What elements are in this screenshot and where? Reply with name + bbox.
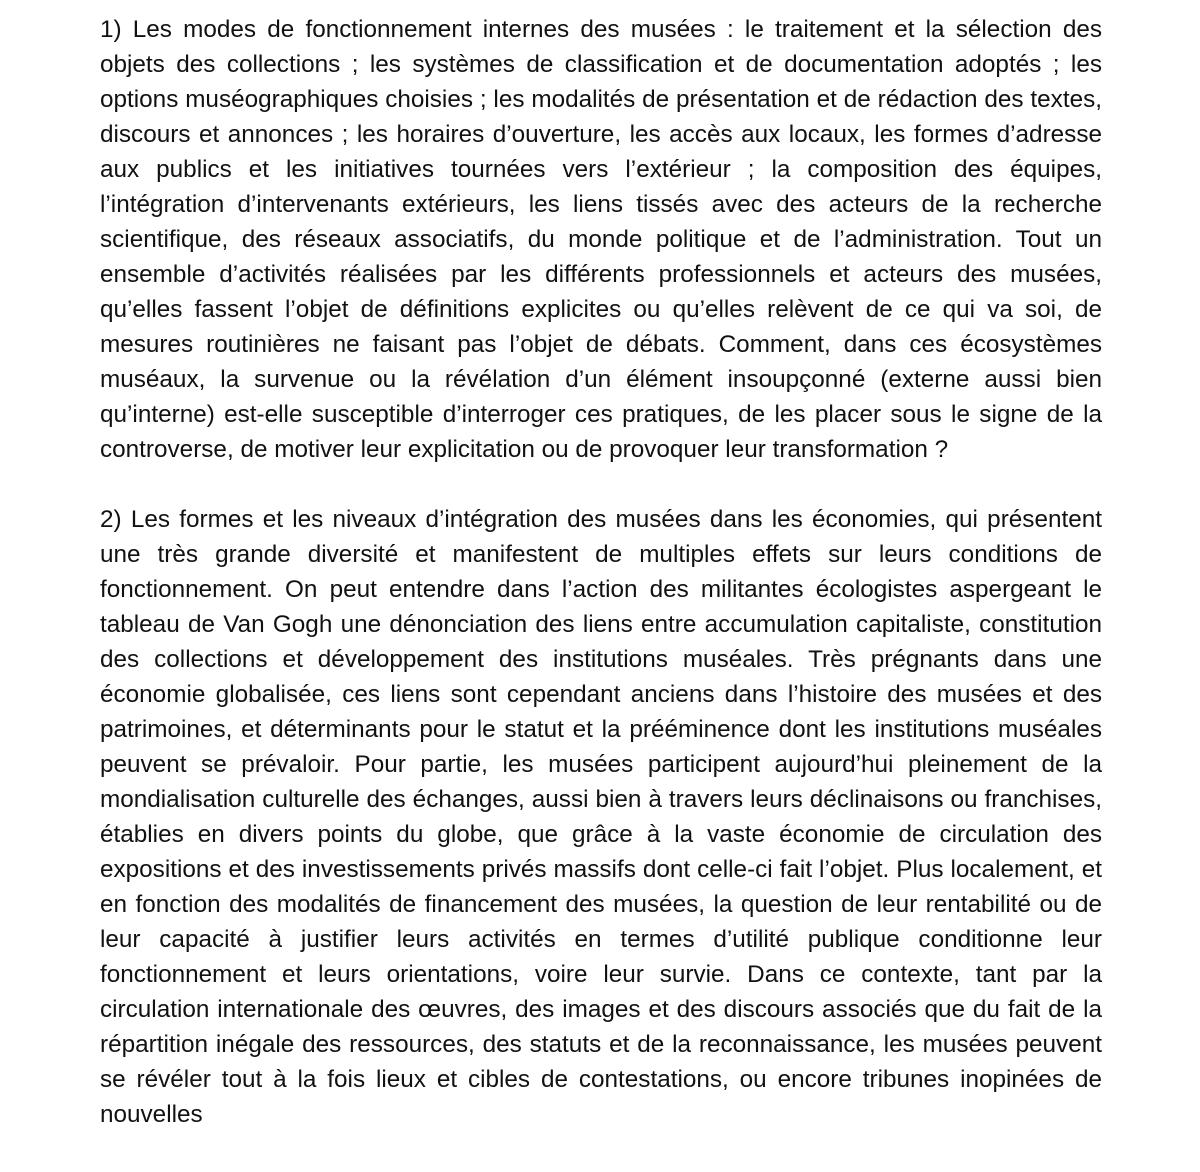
paragraph-2: 2) Les formes et les niveaux d’intégration des musées dans les économies, qui présentent une très grande diversité et manifestent de multiples effets sur leurs conditions de fonctionnement. On peut entendre dans l’action des militantes écologistes aspergeant le tableau de Van Gogh une dénonciation des liens entre accumulation capitaliste, constitution des collections et développement des institutions muséales. Très prégnants dans une économie globalisée, ces liens sont cependant anciens dans l’histoire des musées et des patrimoines, et déterminants pour le statut et la prééminence dont les institutions muséales peuvent se prévaloir. Pour partie, les musées participent aujourd’hui pleinement de la mondialisation culturelle des échanges, aussi bien à travers leurs déclinaisons ou franchises, établies en divers points du globe, que grâce à la vaste économie de circulation des expositions et des investissements privés massifs dont celle-ci fait l’objet. Plus localement, et en fonction des modalités de financement des musées, la question de leur rentabilité ou de leur capacité à justifier leurs activités en termes d’utilité publique conditionne leur fonctionnement et leurs orientations, voire leur survie. Dans ce contexte, tant par la circulation internationale des œuvres, des images et des discours associés que du fait de la répartition inégale des ressources, des statuts et de la reconnaissance, les musées peuvent se révéler tout à la fois lieux et cibles de contestations, ou encore tribunes inopinées de nouvelles [100, 506, 1102, 1128]
paragraph-1: 1) Les modes de fonctionnement internes des musées : le traitement et la sélection des objets des collections ; les systèmes de classification et de documentation adoptés ; les options muséographiques choisies ; les modalités de présentation et de rédaction des textes, discours et annonces ; les horaires d’ouverture, les accès aux locaux, les formes d’adresse aux publics et les initiatives tournées vers l’extérieur ; la composition des équipes, l’intégration d’intervenants extérieurs, les liens tissés avec des acteurs de la recherche scientifique, des réseaux associatifs, du monde politique et de l’administration. Tout un ensemble d’activités réalisées par les différents professionnels et acteurs des musées, qu’elles fassent l’objet de définitions explicites ou qu’elles relèvent de ce qui va soi, de mesures routinières ne faisant pas l’objet de débats. Comment, dans ces écosystèmes muséaux, la survenue ou la révélation d’un élément insoupçonné (externe aussi bien qu’interne) est-elle susceptible d’interroger ces pratiques, de les placer sous le signe de la controverse, de motiver leur explicitation ou de provoquer leur transformation ? [100, 16, 1102, 463]
document-body [100, 12, 1102, 1132]
